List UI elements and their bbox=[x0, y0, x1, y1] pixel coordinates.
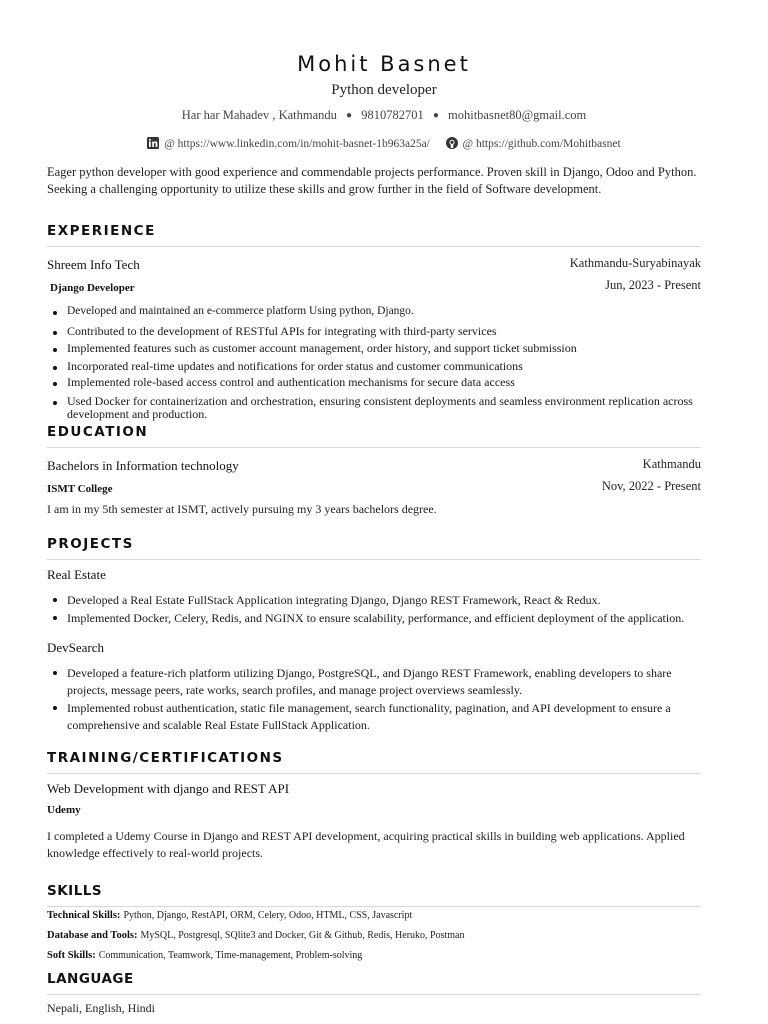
job-title: Python developer bbox=[331, 82, 437, 98]
project-bullets bbox=[47, 592, 701, 628]
course-name: Web Development with django and REST API bbox=[47, 781, 290, 796]
phone: 9810782701 bbox=[361, 108, 424, 122]
list-item: Implemented Docker, Celery, Redis, and NGINX to ensure scalability, performance, and efficient deployment of the application. bbox=[47, 610, 701, 627]
soft-skills bbox=[47, 950, 701, 961]
technical-skills bbox=[47, 910, 701, 921]
list-item: Implemented features such as customer account management, order history, and support ticket submission bbox=[47, 342, 701, 355]
linkedin-link[interactable]: @ https://www.linkedin.com/in/mohit-basnet-1b963a25a/ bbox=[164, 138, 430, 150]
education-header bbox=[47, 457, 701, 475]
skill-values: Communication, Teamwork, Time-management, Problem-solving bbox=[98, 950, 363, 961]
degree-name: Bachelors in Information technology bbox=[47, 458, 239, 473]
section-title-experience: EXPERIENCE bbox=[47, 223, 701, 247]
list-item: Implemented role-based access control and authentication mechanisms for secure data access bbox=[47, 376, 701, 389]
language-list: Nepali, English, Hindi bbox=[47, 1001, 155, 1015]
experience-header bbox=[47, 256, 701, 274]
skill-values: MySQL, Postgresql, SQlite3 and Docker, Git & Github, Redis, Heruko, Postman bbox=[140, 930, 465, 941]
company-location: Kathmandu-Suryabinayak bbox=[569, 256, 701, 270]
linkedin-icon bbox=[147, 137, 159, 152]
list-item: Incorporated real-time updates and notifications for order status and customer communications bbox=[47, 360, 701, 373]
contact-line bbox=[0, 108, 768, 123]
experience-dates: Jun, 2023 - Present bbox=[605, 278, 701, 292]
experience-subheader bbox=[47, 278, 701, 296]
github-icon bbox=[446, 137, 458, 152]
company-name: Shreem Info Tech bbox=[47, 257, 140, 272]
training-description: I completed a Udemy Course in Django and REST API development, acquiring practical skills in building web applications. Applied knowledge effectively to real-world projects. bbox=[47, 829, 685, 860]
skill-values: Python, Django, RestAPI, ORM, Celery, Odoo, HTML, CSS, Javascript bbox=[123, 910, 413, 921]
database-tools bbox=[47, 930, 701, 941]
experience-bullets bbox=[47, 305, 701, 421]
course-provider: Udemy bbox=[47, 804, 81, 816]
section-title-projects: PROJECTS bbox=[47, 536, 701, 560]
skill-label: Technical Skills: bbox=[47, 910, 121, 921]
list-item: Implemented robust authentication, static file management, search functionality, pagination, and API development to ensure a comprehensive and scalable Real Estate FullStack Application. bbox=[47, 700, 701, 734]
education-subheader bbox=[47, 479, 701, 497]
section-title-training: TRAINING/CERTIFICATIONS bbox=[47, 750, 701, 774]
project-bullets bbox=[47, 665, 701, 735]
candidate-name: Mohit Basnet bbox=[297, 52, 471, 76]
project-name: DevSearch bbox=[47, 640, 105, 655]
section-title-skills: SKILLS bbox=[47, 883, 701, 907]
profile-summary: Eager python developer with good experience and commendable projects performance. Proven skill in Django, Odoo and Python. Seeking a challenging opportunity to utilize these skills and grow further in the field of Software development. bbox=[47, 165, 697, 196]
skill-label: Soft Skills: bbox=[47, 950, 96, 961]
list-item: Used Docker for containerization and orchestration, ensuring consistent deployments and seamless environment replication across development and production. bbox=[47, 395, 701, 421]
list-item: Developed a feature-rich platform utilizing Django, PostgreSQL, and Django REST Framework, enabling developers to share projects, message peers, rate works, search profiles, and manage project overviews seamlessly. bbox=[47, 665, 701, 699]
skill-label: Database and Tools: bbox=[47, 930, 138, 941]
education-description: I am in my 5th semester at ISMT, actively pursuing my 3 years bachelors degree. bbox=[47, 502, 437, 516]
list-item: Developed a Real Estate FullStack Application integrating Django, Django REST Framework, React & Redux. bbox=[47, 592, 701, 609]
project-name: Real Estate bbox=[47, 567, 106, 582]
profile-links bbox=[0, 137, 768, 152]
section-title-education: EDUCATION bbox=[47, 424, 701, 448]
list-item: Contributed to the development of RESTful APIs for integrating with third-party services bbox=[47, 325, 701, 338]
school-name: ISMT College bbox=[47, 483, 113, 495]
education-location: Kathmandu bbox=[642, 457, 701, 471]
list-item: Developed and maintained an e-commerce platform Using python, Django. bbox=[47, 305, 701, 318]
email-link[interactable]: mohitbasnet80@gmail.com bbox=[448, 108, 587, 122]
education-dates: Nov, 2022 - Present bbox=[601, 479, 701, 493]
address: Har har Mahadev , Kathmandu bbox=[181, 108, 337, 122]
separator-dot: ● bbox=[432, 110, 439, 121]
section-title-language: LANGUAGE bbox=[47, 971, 701, 995]
github-link[interactable]: @ https://github.com/Mohitbasnet bbox=[462, 138, 621, 150]
separator-dot: ● bbox=[346, 110, 353, 121]
position-title: Django Developer bbox=[50, 282, 135, 294]
